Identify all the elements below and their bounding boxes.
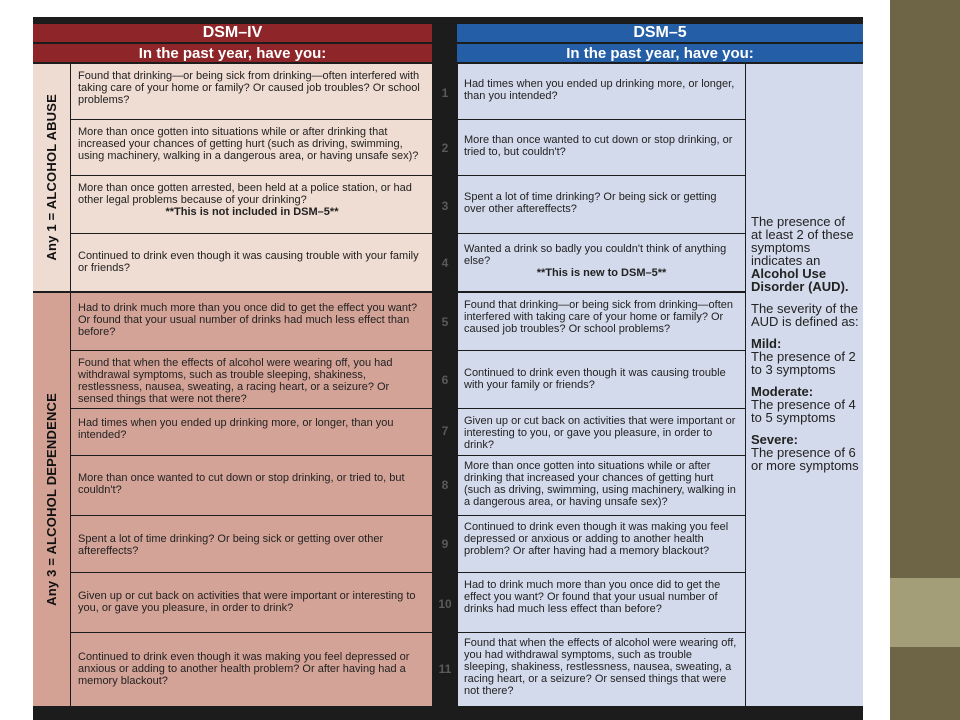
dsm5-criterion-text: Wanted a drink so badly you couldn't think of anything else? — [464, 243, 727, 267]
dsm5-title: DSM–5 — [457, 24, 863, 42]
criterion-number: 1 — [441, 86, 449, 100]
dsm4-title: DSM–IV — [33, 24, 432, 42]
criterion-number: 8 — [441, 478, 449, 492]
criterion-number: 3 — [441, 199, 449, 213]
dsm4-criterion-text: More than once gotten arrested, been held at a police station, or had other legal problems because of your drinking? — [78, 182, 412, 206]
dsm4-criterion-text: More than once gotten into situations while or after drinking that increased your chances of getting hurt (such as driving, swimming, using machinery, walking in a dangerous area, or having unsafe sex)? — [78, 126, 419, 162]
dsm4-criterion-text: Found that when the effects of alcohol were wearing off, you had withdrawal symptoms, such as trouble sleeping, shakiness, restlessness, nausea, sweating, a racing heart, or a seizure? Or sensed things that were not there? — [78, 357, 393, 405]
criterion-number: 2 — [441, 141, 449, 155]
aud-intro-text: The presence of at least 2 of these symptoms indicates an — [751, 214, 854, 268]
dsm5-criterion — [458, 456, 745, 515]
group-alcohol-dependence-label: Any 3 = ALCOHOL DEPENDENCE — [44, 393, 59, 606]
dsm5-criterion — [458, 120, 745, 175]
dsm4-criterion — [71, 234, 432, 291]
dsm5-criterion-text: More than once wanted to cut down or stop drinking, or tried to, but couldn't? — [464, 134, 733, 158]
aud-mild-text: The presence of 2 to 3 symptoms — [751, 349, 856, 377]
criterion-number: 10 — [438, 597, 452, 611]
dsm4-criterion-text: Had to drink much more than you once did to get the effect you want? Or found that your usual number of drinks had much less effect than before? — [78, 302, 418, 338]
dsm4-criterion-note: **This is not included in DSM–5** — [165, 206, 339, 218]
side-decor-block-light — [890, 578, 960, 647]
dsm4-criterion-text: More than once wanted to cut down or stop drinking, or tried to, but couldn't? — [78, 472, 405, 496]
group-alcohol-abuse — [33, 64, 70, 291]
dsm4-criterion-text: Given up or cut back on activities that were important or interesting to you, or gave you pleasure, in order to drink? — [78, 590, 416, 614]
aud-mild-label: Mild: — [751, 336, 782, 351]
dsm4-criterion-text: Spent a lot of time drinking? Or being sick or getting over other aftereffects? — [78, 533, 384, 557]
criterion-number: 5 — [441, 315, 449, 329]
side-decor-block-dark — [890, 647, 960, 720]
dsm4-criterion — [71, 409, 432, 455]
dsm5-criterion — [458, 351, 745, 408]
dsm5-criterion — [458, 234, 745, 291]
criterion-number: 6 — [441, 373, 449, 387]
dsm4-criterion — [71, 293, 432, 350]
aud-severe — [751, 433, 859, 472]
dsm4-criterion — [71, 351, 432, 408]
dsm5-criterion-text: Continued to drink even though it was causing trouble with your family or friends? — [464, 367, 726, 391]
dsm5-criterion-text: Continued to drink even though it was making you feel depressed or anxious or adding to another health problem? Or after having had a memory blackout? — [464, 521, 729, 557]
aud-intro — [751, 215, 859, 293]
criterion-number: 7 — [441, 424, 449, 438]
dsm4-criterion — [71, 573, 432, 632]
dsm5-criterion-text: Found that drinking—or being sick from drinking—often interfered with taking care of your home or family? Or caused job troubles? Or school problems? — [464, 299, 734, 335]
aud-severity-panel — [746, 64, 863, 706]
dsm5-criterion-text: Given up or cut back on activities that were important or interesting to you, or gave you pleasure, in order to drink? — [464, 415, 736, 451]
dsm5-criterion — [458, 516, 745, 572]
aud-defined: The severity of the AUD is defined as: — [751, 301, 859, 329]
dsm5-criterion-text: Had times when you ended up drinking more, or longer, than you intended? — [464, 78, 735, 102]
aud-moderate-text: The presence of 4 to 5 symptoms — [751, 397, 856, 425]
dsm5-criterion — [458, 293, 745, 350]
dsm5-criterion — [458, 64, 745, 119]
dsm4-criterion-text: Had times when you ended up drinking more, or longer, than you intended? — [78, 417, 394, 441]
group-alcohol-abuse-label: Any 1 = ALCOHOL ABUSE — [44, 94, 59, 261]
dsm5-subtitle: In the past year, have you: — [457, 44, 863, 62]
dsm5-criterion-text: Had to drink much more than you once did to get the effect you want? Or found that your usual number of drinks had much less effect than before? — [464, 579, 721, 615]
dsm4-criterion — [71, 64, 432, 119]
dsm4-criterion — [71, 456, 432, 515]
dsm5-criterion-text: Found that when the effects of alcohol were wearing off, you had withdrawal symptoms, such as trouble sleeping, shakiness, restlessness, nausea, sweating, a racing heart, or a seizure? Or sensed things that were not there? — [464, 637, 737, 697]
dsm5-criterion-note: **This is new to DSM–5** — [536, 267, 667, 279]
dsm4-criterion — [71, 176, 432, 233]
aud-mild — [751, 337, 859, 376]
dsm4-criterion-text: Continued to drink even though it was causing trouble with your family or friends? — [78, 250, 419, 274]
criterion-number: 9 — [441, 537, 449, 551]
aud-moderate — [751, 385, 859, 424]
dsm4-criterion-text: Continued to drink even though it was making you feel depressed or anxious or adding to another health problem? Or after having had a memory blackout? — [78, 651, 410, 687]
dsm4-criterion — [71, 120, 432, 175]
dsm4-criterion — [71, 516, 432, 572]
dsm5-criterion — [458, 176, 745, 233]
dsm5-criterion — [458, 573, 745, 632]
aud-severe-label: Severe: — [751, 432, 798, 447]
dsm5-criterion-text: More than once gotten into situations while or after drinking that increased your chances of getting hurt (such as driving, swimming, using machinery, walking in a dangerous area, or having unsafe sex)? — [464, 460, 736, 508]
dsm5-criterion — [458, 633, 745, 706]
criterion-number: 4 — [441, 256, 449, 270]
aud-intro-bold: Alcohol Use Disorder (AUD). — [751, 266, 849, 294]
dsm5-criterion — [458, 409, 745, 455]
dsm4-criterion-text: Found that drinking—or being sick from drinking—often interfered with taking care of your home or family? Or caused job troubles? Or school problems? — [78, 70, 420, 106]
criterion-number: 11 — [438, 662, 452, 676]
group-alcohol-dependence — [33, 293, 70, 706]
aud-moderate-label: Moderate: — [751, 384, 814, 399]
dsm4-subtitle: In the past year, have you: — [33, 44, 432, 62]
aud-severe-text: The presence of 6 or more symptoms — [751, 445, 859, 473]
dsm5-criterion-text: Spent a lot of time drinking? Or being sick or getting over other aftereffects? — [464, 191, 717, 215]
dsm4-criterion — [71, 633, 432, 706]
